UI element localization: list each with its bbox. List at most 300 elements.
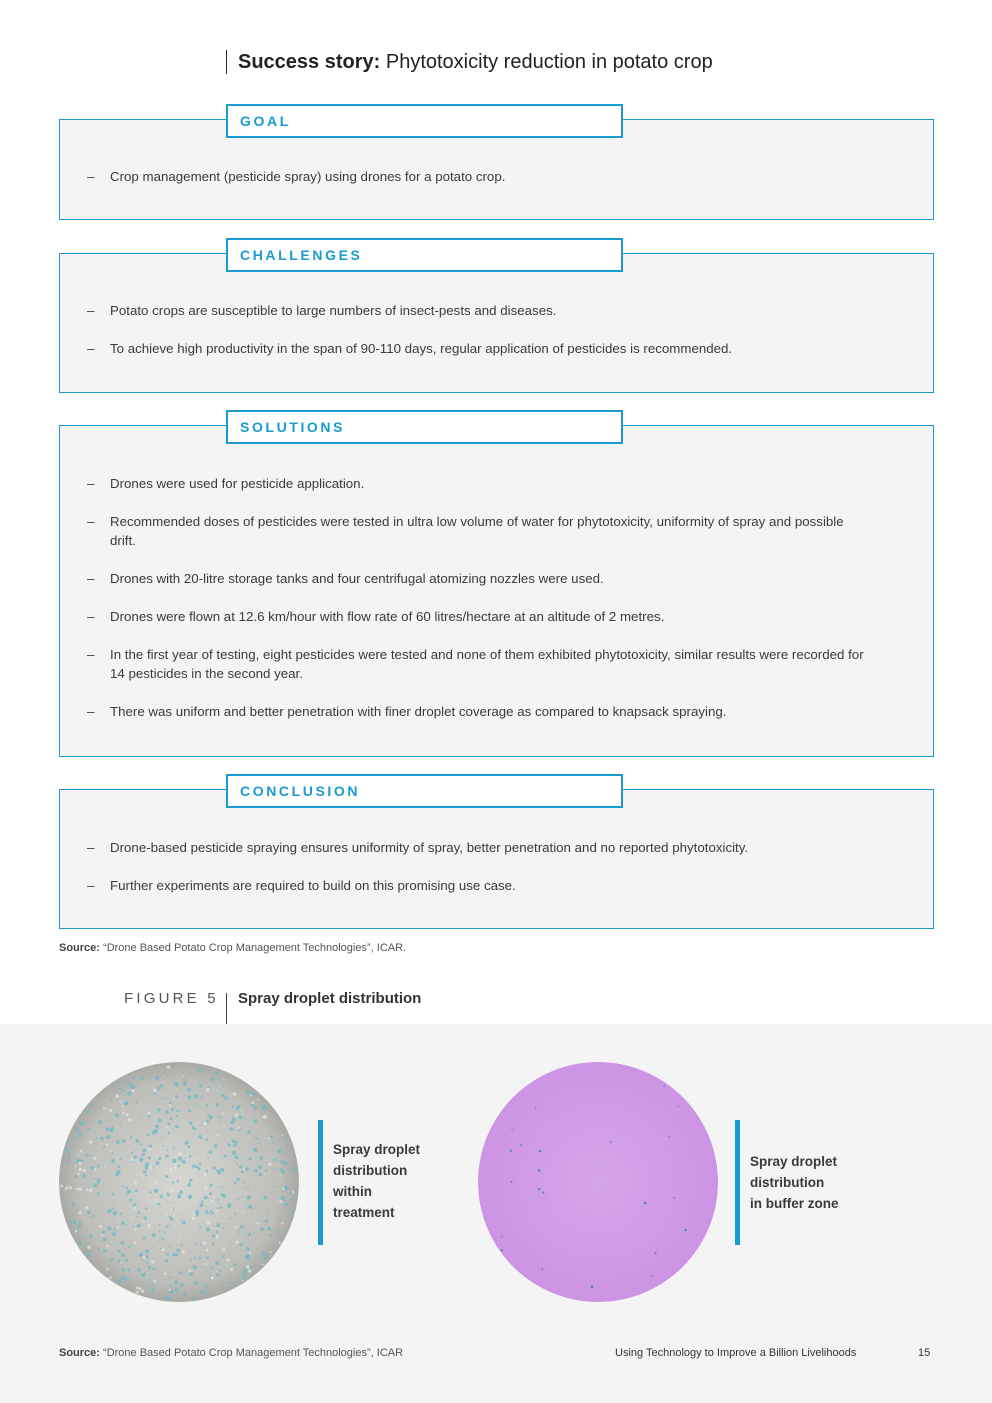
droplet-mark bbox=[81, 1208, 82, 1209]
droplet-mark bbox=[164, 1190, 166, 1192]
droplet-mark bbox=[116, 1157, 117, 1158]
droplet-mark bbox=[139, 1253, 142, 1256]
droplet-mark bbox=[107, 1227, 111, 1231]
droplet-mark bbox=[142, 1214, 143, 1215]
droplet-mark bbox=[147, 1287, 148, 1288]
droplet-mark bbox=[268, 1163, 272, 1167]
footer-source-label: Source: bbox=[59, 1347, 100, 1359]
droplet-mark bbox=[173, 1081, 174, 1082]
droplet-mark bbox=[97, 1165, 100, 1168]
droplet-mark bbox=[111, 1159, 115, 1163]
droplet-mark bbox=[139, 1143, 141, 1145]
droplet-mark bbox=[246, 1091, 250, 1095]
droplet-mark bbox=[216, 1271, 217, 1272]
droplet-mark bbox=[166, 1214, 168, 1216]
droplet-mark bbox=[155, 1076, 159, 1080]
droplet-mark bbox=[281, 1190, 283, 1192]
droplet-mark bbox=[177, 1109, 179, 1111]
droplet-mark bbox=[157, 1203, 160, 1206]
droplet-mark bbox=[217, 1207, 220, 1210]
droplet-mark bbox=[151, 1288, 154, 1291]
droplet-mark bbox=[164, 1098, 166, 1100]
droplet-mark bbox=[199, 1257, 202, 1260]
droplet-mark bbox=[198, 1068, 201, 1071]
list-item-text: To achieve high productivity in the span of 90-110 days, regular application of pesticides is recommended. bbox=[110, 341, 733, 356]
droplet-mark bbox=[226, 1111, 227, 1112]
droplet-mark bbox=[204, 1196, 208, 1200]
droplet-mark bbox=[173, 1147, 175, 1149]
bullet-dash: – bbox=[87, 571, 95, 586]
droplet-mark bbox=[72, 1220, 76, 1224]
droplet-mark bbox=[246, 1201, 247, 1202]
droplet-mark bbox=[199, 1252, 200, 1253]
droplet-mark bbox=[165, 1259, 168, 1262]
droplet-mark bbox=[669, 1136, 670, 1137]
droplet-mark bbox=[241, 1196, 242, 1197]
droplet-mark bbox=[100, 1137, 104, 1141]
bullet-dash: – bbox=[87, 609, 95, 624]
droplet-mark bbox=[541, 1268, 543, 1270]
droplet-mark bbox=[249, 1265, 252, 1268]
droplet-mark bbox=[97, 1098, 98, 1099]
droplet-mark bbox=[280, 1196, 284, 1200]
droplet-mark bbox=[132, 1114, 133, 1115]
droplet-mark bbox=[87, 1211, 91, 1215]
droplet-mark bbox=[68, 1197, 69, 1198]
droplet-mark bbox=[684, 1229, 686, 1231]
droplet-mark bbox=[93, 1183, 97, 1187]
droplet-mark bbox=[251, 1101, 254, 1104]
droplet-mark bbox=[119, 1223, 120, 1224]
droplet-mark bbox=[216, 1236, 219, 1239]
droplet-mark bbox=[265, 1170, 267, 1172]
droplet-mark bbox=[82, 1174, 85, 1177]
bullet-dash: – bbox=[87, 647, 95, 662]
droplet-mark bbox=[242, 1271, 245, 1274]
droplet-mark bbox=[153, 1268, 155, 1270]
droplet-mark bbox=[182, 1221, 186, 1225]
droplet-mark bbox=[232, 1151, 236, 1155]
droplet-mark bbox=[213, 1166, 216, 1169]
droplet-mark bbox=[234, 1181, 237, 1184]
droplet-mark bbox=[97, 1181, 100, 1184]
list-item bbox=[87, 301, 873, 320]
droplet-mark bbox=[247, 1195, 251, 1199]
caption-line: distribution bbox=[750, 1175, 825, 1190]
droplet-mark bbox=[501, 1249, 503, 1251]
droplet-mark bbox=[264, 1256, 267, 1259]
droplet-mark bbox=[116, 1140, 120, 1144]
droplet-mark bbox=[290, 1192, 292, 1194]
droplet-mark bbox=[180, 1283, 183, 1286]
droplet-mark bbox=[610, 1141, 612, 1143]
droplet-mark bbox=[292, 1155, 294, 1157]
caption-line: Spray droplet bbox=[333, 1142, 421, 1157]
droplet-mark bbox=[200, 1244, 202, 1246]
conclusion-box bbox=[59, 789, 934, 929]
droplet-mark bbox=[206, 1256, 208, 1258]
droplet-mark bbox=[134, 1241, 137, 1244]
droplet-mark bbox=[233, 1263, 236, 1266]
droplet-mark bbox=[114, 1084, 116, 1086]
droplet-mark bbox=[163, 1072, 165, 1074]
droplet-mark bbox=[136, 1225, 139, 1228]
droplet-mark bbox=[107, 1191, 108, 1192]
droplet-mark bbox=[124, 1101, 128, 1105]
droplet-mark bbox=[79, 1211, 82, 1214]
droplet-mark bbox=[188, 1095, 192, 1099]
droplet-mark bbox=[125, 1194, 127, 1196]
droplet-mark bbox=[180, 1220, 181, 1221]
caption-buffer bbox=[750, 1151, 839, 1214]
droplet-mark bbox=[188, 1195, 192, 1199]
droplet-mark bbox=[145, 1207, 147, 1209]
droplet-mark bbox=[535, 1108, 536, 1109]
droplet-mark bbox=[214, 1144, 218, 1148]
droplet-card-buffer-graphic bbox=[478, 1062, 718, 1302]
droplet-mark bbox=[69, 1186, 72, 1189]
droplet-mark bbox=[172, 1181, 174, 1183]
droplet-mark bbox=[200, 1290, 204, 1294]
droplet-mark bbox=[264, 1196, 268, 1200]
droplet-mark bbox=[173, 1128, 174, 1129]
droplet-mark bbox=[221, 1193, 224, 1196]
list-item-text: Potato crops are susceptible to large numbers of insect-pests and diseases. bbox=[110, 303, 557, 318]
droplet-mark bbox=[122, 1186, 124, 1188]
droplet-mark bbox=[147, 1112, 150, 1115]
droplet-mark bbox=[115, 1113, 119, 1117]
droplet-mark bbox=[135, 1189, 138, 1192]
droplet-mark bbox=[194, 1094, 198, 1098]
goal-list bbox=[87, 167, 873, 186]
droplet-mark bbox=[212, 1228, 214, 1230]
droplet-mark bbox=[119, 1101, 121, 1103]
droplet-mark bbox=[275, 1186, 276, 1187]
droplet-mark bbox=[219, 1197, 220, 1198]
droplet-mark bbox=[520, 1144, 522, 1146]
droplet-mark bbox=[152, 1130, 156, 1134]
droplet-mark bbox=[120, 1158, 122, 1160]
droplet-mark bbox=[151, 1284, 154, 1287]
droplet-mark bbox=[146, 1168, 148, 1170]
droplet-mark bbox=[128, 1269, 130, 1271]
droplet-mark bbox=[252, 1093, 255, 1096]
droplet-mark bbox=[90, 1251, 91, 1252]
droplet-mark bbox=[282, 1134, 284, 1136]
droplet-mark bbox=[136, 1287, 139, 1290]
droplet-mark bbox=[81, 1122, 84, 1125]
droplet-mark bbox=[158, 1243, 159, 1244]
list-item-text: Further experiments are required to build on this promising use case. bbox=[110, 878, 516, 893]
droplet-mark bbox=[94, 1168, 97, 1171]
droplet-mark bbox=[122, 1111, 125, 1114]
droplet-mark bbox=[209, 1213, 211, 1215]
droplet-mark bbox=[146, 1261, 148, 1263]
droplet-mark bbox=[227, 1258, 230, 1261]
droplet-mark bbox=[145, 1172, 147, 1174]
droplet-mark bbox=[237, 1178, 240, 1181]
source-text: “Drone Based Potato Crop Management Technologies”, ICAR. bbox=[99, 942, 407, 954]
droplet-mark bbox=[139, 1158, 143, 1162]
caption-line: Spray droplet bbox=[750, 1154, 838, 1169]
droplet-mark bbox=[152, 1150, 153, 1151]
droplet-mark bbox=[200, 1097, 203, 1100]
droplet-mark bbox=[269, 1124, 270, 1125]
droplet-mark bbox=[102, 1231, 105, 1234]
droplet-mark bbox=[243, 1187, 245, 1189]
droplet-mark bbox=[175, 1088, 177, 1090]
list-item bbox=[87, 474, 873, 493]
droplet-mark bbox=[206, 1088, 210, 1092]
droplet-mark bbox=[109, 1276, 112, 1279]
droplet-mark bbox=[219, 1085, 221, 1087]
droplet-mark bbox=[217, 1209, 219, 1211]
droplet-mark bbox=[159, 1230, 161, 1232]
droplet-mark bbox=[243, 1169, 245, 1171]
droplet-mark bbox=[166, 1253, 169, 1256]
droplet-mark bbox=[674, 1197, 675, 1198]
droplet-mark bbox=[210, 1184, 213, 1187]
droplet-mark bbox=[75, 1230, 78, 1233]
droplet-mark bbox=[276, 1230, 279, 1233]
droplet-mark bbox=[114, 1173, 115, 1174]
droplet-mark bbox=[175, 1208, 177, 1210]
droplet-mark bbox=[245, 1118, 246, 1119]
droplet-mark bbox=[217, 1134, 219, 1136]
droplet-mark bbox=[254, 1169, 258, 1173]
droplet-mark bbox=[248, 1259, 250, 1261]
droplet-mark bbox=[216, 1169, 217, 1170]
droplet-mark bbox=[249, 1252, 251, 1254]
droplet-mark bbox=[247, 1130, 251, 1134]
droplet-mark bbox=[132, 1217, 134, 1219]
droplet-mark bbox=[227, 1281, 229, 1283]
droplet-mark bbox=[185, 1157, 186, 1158]
droplet-mark bbox=[110, 1098, 112, 1100]
page-title-rest: Phytotoxicity reduction in potato crop bbox=[380, 51, 713, 73]
droplet-mark bbox=[163, 1297, 166, 1300]
droplet-mark bbox=[136, 1216, 138, 1218]
bullet-dash: – bbox=[87, 476, 95, 491]
droplet-mark bbox=[271, 1127, 273, 1129]
droplet-mark bbox=[173, 1098, 174, 1099]
droplet-mark bbox=[112, 1193, 115, 1196]
droplet-mark bbox=[122, 1268, 125, 1271]
droplet-mark bbox=[120, 1261, 122, 1263]
droplet-mark bbox=[216, 1235, 218, 1237]
droplet-mark bbox=[133, 1227, 134, 1228]
droplet-mark bbox=[164, 1232, 166, 1234]
droplet-mark bbox=[238, 1127, 240, 1129]
droplet-mark bbox=[241, 1110, 243, 1112]
droplet-mark bbox=[89, 1189, 92, 1192]
droplet-mark bbox=[165, 1110, 169, 1114]
droplet-mark bbox=[168, 1289, 170, 1291]
droplet-mark bbox=[216, 1072, 220, 1076]
droplet-mark bbox=[177, 1193, 178, 1194]
droplet-mark bbox=[172, 1253, 176, 1257]
droplet-mark bbox=[169, 1102, 171, 1104]
droplet-mark bbox=[234, 1209, 235, 1210]
droplet-mark bbox=[222, 1085, 224, 1087]
droplet-mark bbox=[175, 1095, 178, 1098]
droplet-mark bbox=[209, 1192, 212, 1195]
droplet-mark bbox=[67, 1161, 70, 1164]
droplet-mark bbox=[213, 1226, 214, 1227]
droplet-mark bbox=[292, 1210, 294, 1212]
droplet-mark bbox=[120, 1122, 122, 1124]
droplet-mark bbox=[222, 1248, 225, 1251]
droplet-mark bbox=[678, 1106, 679, 1107]
droplet-mark bbox=[138, 1211, 141, 1214]
droplet-mark bbox=[100, 1239, 102, 1241]
droplet-mark bbox=[177, 1071, 179, 1073]
droplet-mark bbox=[73, 1190, 75, 1192]
droplet-mark bbox=[282, 1132, 283, 1133]
droplet-mark bbox=[75, 1128, 79, 1132]
droplet-mark bbox=[99, 1225, 102, 1228]
droplet-mark bbox=[230, 1121, 233, 1124]
droplet-mark bbox=[154, 1092, 157, 1095]
list-item-text: Drones with 20-litre storage tanks and four centrifugal atomizing nozzles were used. bbox=[110, 571, 604, 586]
droplet-mark bbox=[70, 1184, 72, 1186]
droplet-mark bbox=[215, 1261, 219, 1265]
droplet-mark bbox=[170, 1284, 172, 1286]
droplet-mark bbox=[224, 1183, 225, 1184]
list-item-text: Drones were flown at 12.6 km/hour with flow rate of 60 litres/hectare at an altitude of 2 metres. bbox=[110, 609, 665, 624]
droplet-mark bbox=[141, 1077, 144, 1080]
droplet-mark bbox=[89, 1140, 92, 1143]
list-item-text: In the first year of testing, eight pesticides were tested and none of them exhibited phytotoxicity, similar results were recorded for 14 pesticides in the second year. bbox=[110, 647, 864, 681]
droplet-mark bbox=[94, 1178, 95, 1179]
droplet-mark bbox=[101, 1234, 103, 1236]
droplet-mark bbox=[193, 1265, 197, 1269]
droplet-mark bbox=[206, 1138, 208, 1140]
droplet-mark bbox=[91, 1104, 93, 1106]
conclusion-list bbox=[87, 838, 873, 895]
droplet-mark bbox=[264, 1104, 268, 1108]
droplet-mark bbox=[192, 1297, 195, 1300]
challenges-box bbox=[59, 253, 934, 393]
droplet-mark bbox=[174, 1167, 176, 1169]
droplet-mark bbox=[102, 1206, 103, 1207]
droplet-mark bbox=[130, 1245, 132, 1247]
droplet-mark bbox=[277, 1149, 281, 1153]
droplet-mark bbox=[142, 1273, 146, 1277]
droplet-mark bbox=[244, 1205, 246, 1207]
droplet-card-treatment-graphic bbox=[59, 1062, 299, 1302]
card-background bbox=[59, 1062, 299, 1302]
challenges-label: CHALLENGES bbox=[226, 238, 623, 272]
droplet-mark bbox=[655, 1252, 657, 1254]
droplet-mark bbox=[542, 1191, 544, 1193]
droplet-mark bbox=[206, 1249, 208, 1251]
droplet-mark bbox=[85, 1109, 89, 1113]
droplet-mark bbox=[179, 1271, 182, 1274]
droplet-mark bbox=[167, 1193, 170, 1196]
list-item-text: Crop management (pesticide spray) using drones for a potato crop. bbox=[110, 169, 506, 184]
droplet-mark bbox=[153, 1280, 156, 1283]
droplet-mark bbox=[206, 1206, 207, 1207]
droplet-mark bbox=[80, 1150, 83, 1153]
droplet-mark bbox=[149, 1166, 152, 1169]
droplet-mark bbox=[281, 1222, 283, 1224]
droplet-mark bbox=[111, 1152, 113, 1154]
droplet-mark bbox=[172, 1159, 176, 1163]
droplet-mark bbox=[130, 1190, 131, 1191]
droplet-mark bbox=[125, 1170, 126, 1171]
droplet-mark bbox=[268, 1137, 270, 1139]
droplet-mark bbox=[74, 1165, 76, 1167]
droplet-mark bbox=[138, 1287, 141, 1290]
droplet-mark bbox=[269, 1234, 272, 1237]
droplet-mark bbox=[538, 1188, 540, 1190]
droplet-mark bbox=[205, 1210, 208, 1213]
droplet-mark bbox=[201, 1255, 202, 1256]
droplet-mark bbox=[136, 1139, 140, 1143]
droplet-mark bbox=[271, 1226, 273, 1228]
droplet-mark bbox=[97, 1192, 100, 1195]
droplet-mark bbox=[118, 1250, 121, 1253]
droplet-mark bbox=[119, 1087, 121, 1089]
droplet-mark bbox=[265, 1261, 266, 1262]
droplet-mark bbox=[216, 1104, 219, 1107]
droplet-mark bbox=[246, 1247, 250, 1251]
droplet-mark bbox=[149, 1144, 152, 1147]
droplet-mark bbox=[242, 1227, 244, 1229]
droplet-mark bbox=[136, 1174, 138, 1176]
droplet-mark bbox=[193, 1218, 195, 1220]
droplet-mark bbox=[117, 1099, 118, 1100]
droplet-mark bbox=[127, 1091, 131, 1095]
droplet-mark bbox=[241, 1105, 242, 1106]
droplet-mark bbox=[183, 1079, 185, 1081]
droplet-mark bbox=[274, 1158, 276, 1160]
droplet-mark bbox=[176, 1180, 179, 1183]
droplet-mark bbox=[154, 1176, 155, 1177]
droplet-mark bbox=[259, 1142, 261, 1144]
droplet-mark bbox=[135, 1182, 138, 1185]
droplet-mark bbox=[229, 1155, 230, 1156]
droplet-mark bbox=[142, 1148, 146, 1152]
droplet-mark bbox=[175, 1288, 178, 1291]
droplet-mark bbox=[251, 1123, 252, 1124]
droplet-mark bbox=[106, 1245, 108, 1247]
droplet-mark bbox=[79, 1221, 81, 1223]
droplet-mark bbox=[255, 1137, 257, 1139]
droplet-mark bbox=[280, 1160, 283, 1163]
droplet-mark bbox=[167, 1192, 168, 1193]
droplet-mark bbox=[85, 1206, 88, 1209]
droplet-mark bbox=[206, 1227, 210, 1231]
droplet-mark bbox=[126, 1278, 129, 1281]
droplet-mark bbox=[125, 1259, 128, 1262]
droplet-mark bbox=[283, 1161, 287, 1165]
droplet-mark bbox=[182, 1251, 185, 1254]
droplet-mark bbox=[78, 1154, 80, 1156]
droplet-mark bbox=[176, 1248, 180, 1252]
droplet-mark bbox=[247, 1235, 248, 1236]
droplet-mark bbox=[206, 1104, 209, 1107]
list-item bbox=[87, 838, 873, 857]
droplet-mark bbox=[79, 1162, 82, 1165]
figure-divider bbox=[226, 993, 227, 1024]
bullet-dash: – bbox=[87, 704, 95, 719]
droplet-mark bbox=[223, 1079, 224, 1080]
droplet-mark bbox=[189, 1155, 192, 1158]
droplet-mark bbox=[109, 1109, 112, 1112]
droplet-mark bbox=[247, 1188, 249, 1190]
